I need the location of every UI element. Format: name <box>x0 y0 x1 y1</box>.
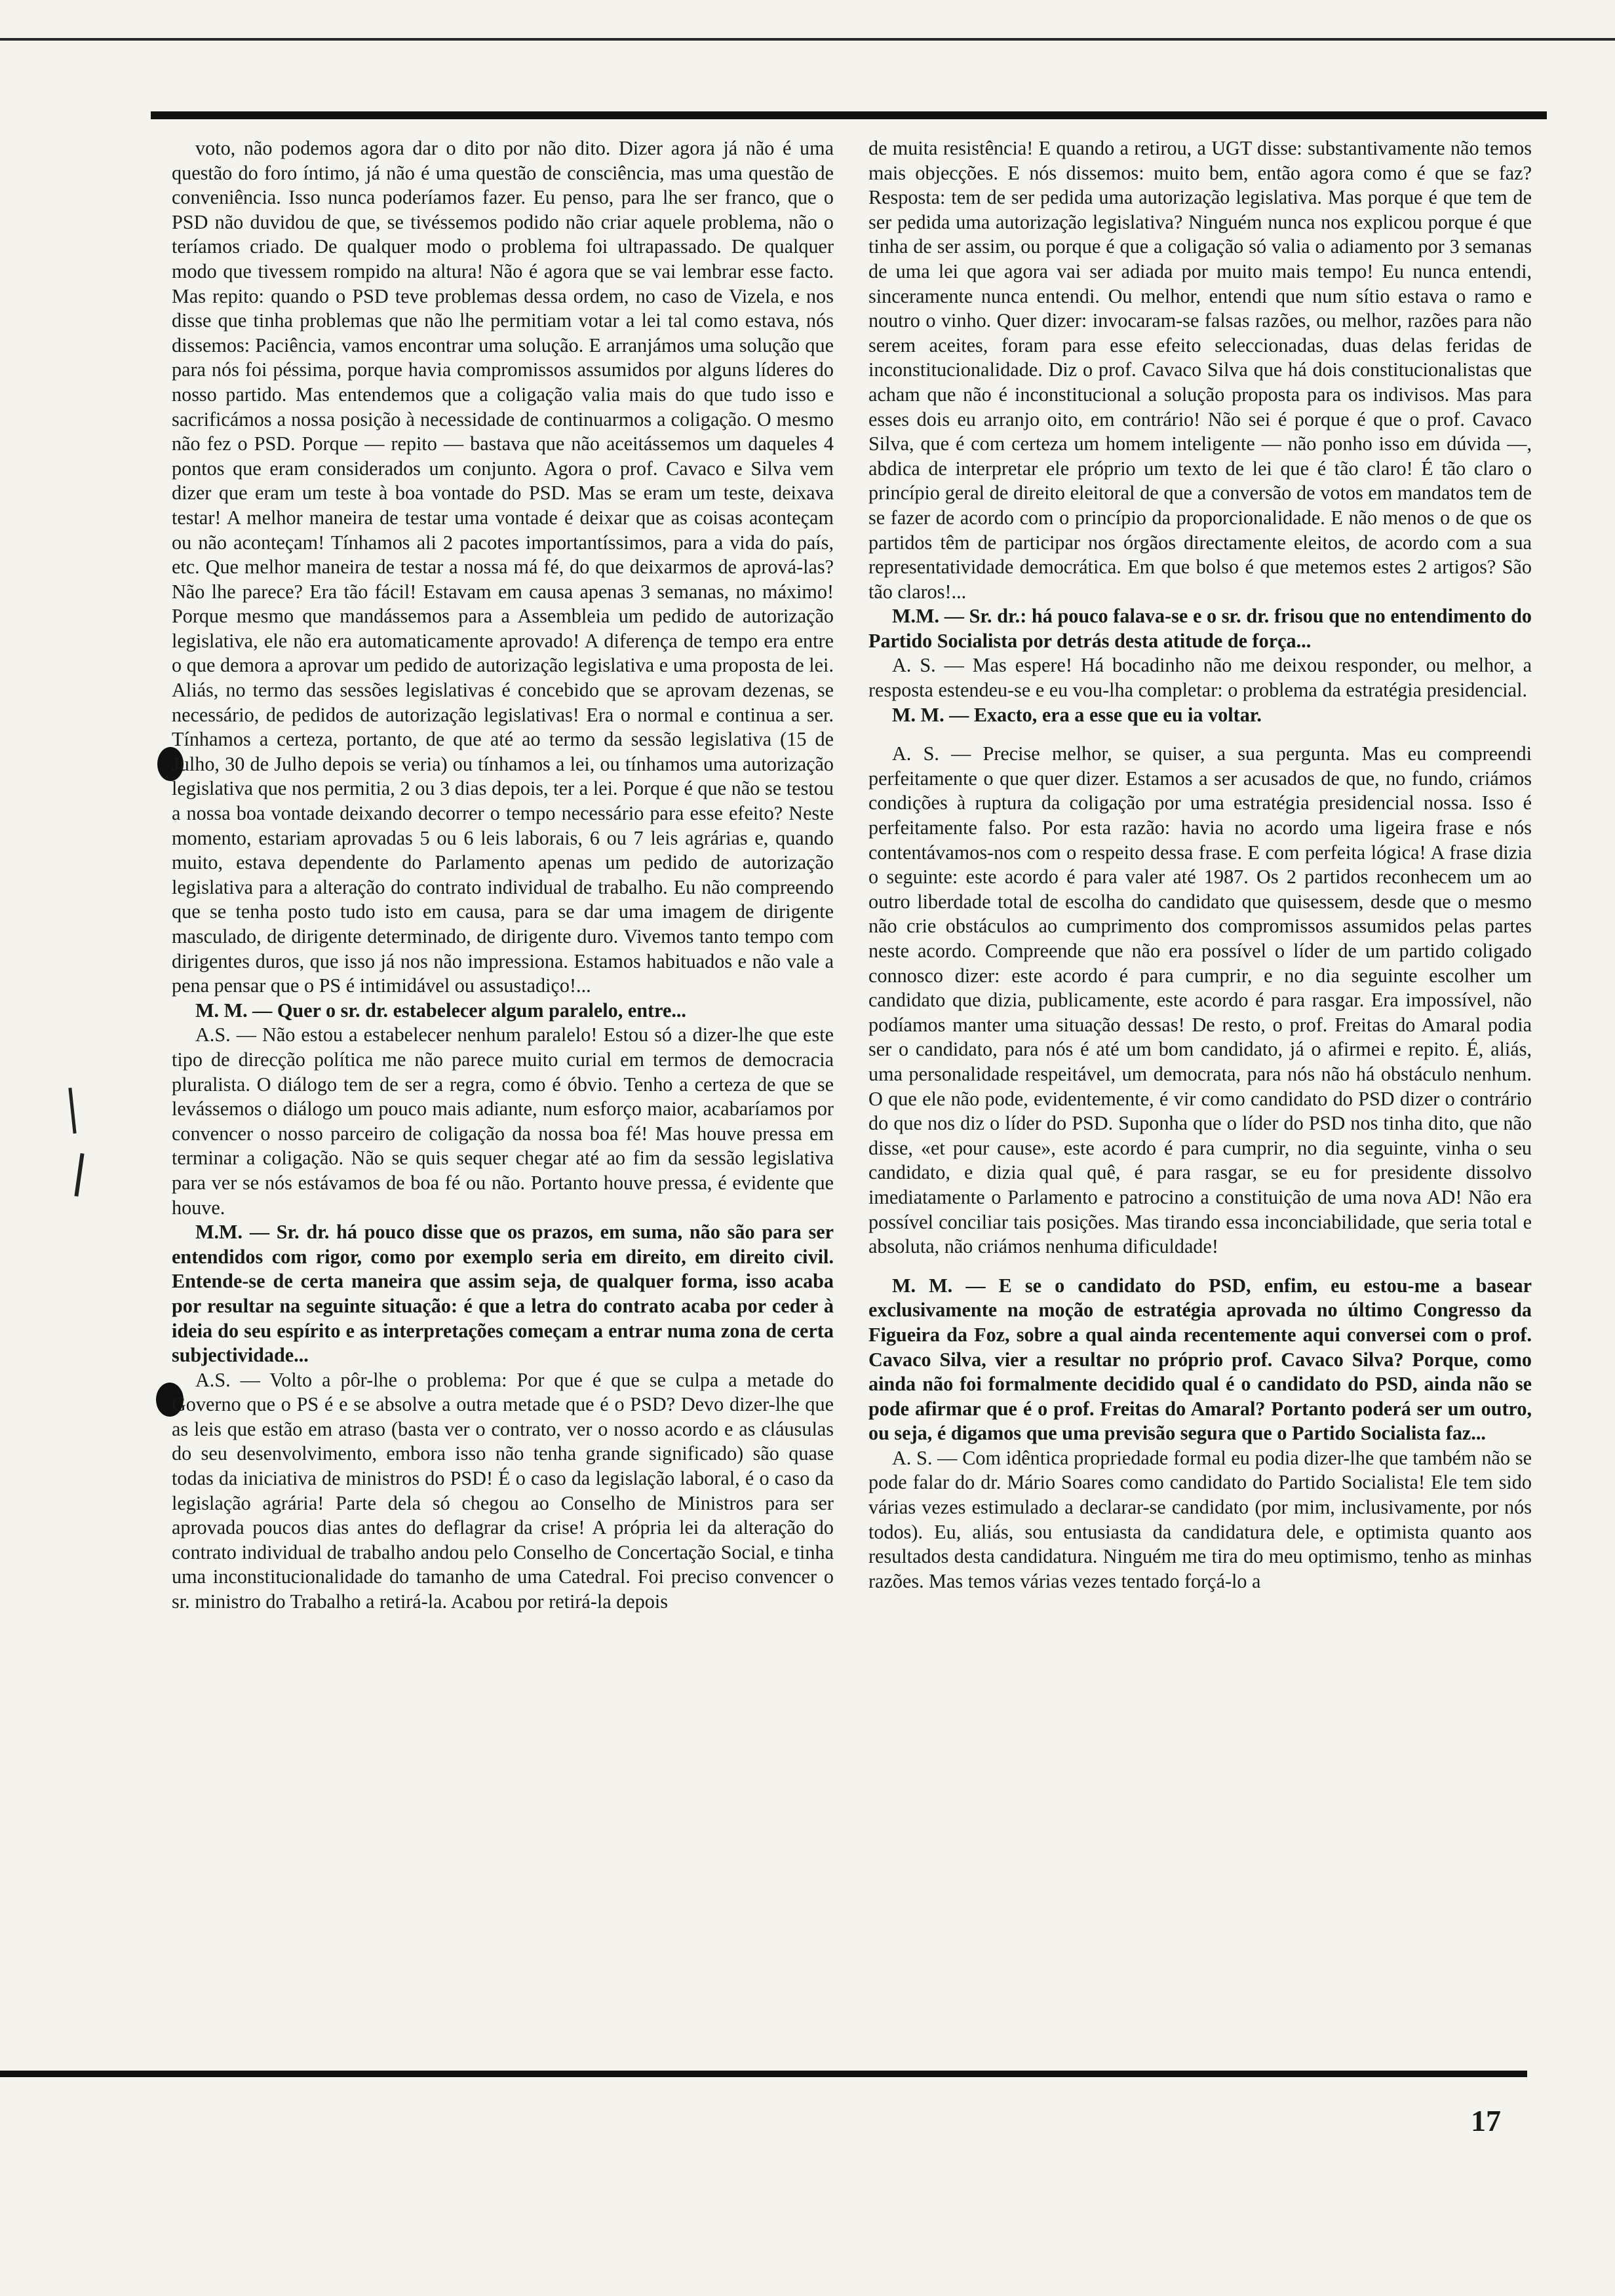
page-number: 17 <box>1471 2104 1501 2137</box>
paragraph: A. S. — Precise melhor, se quiser, a sua pergunta. Mas eu compreendi perfeitamente o que quer dizer. Estamos a ser acusados de que, no fundo, criámos condições à ruptura da coligação por uma estratégia presidencial nossa. Isso é perfeitamente falso. Por esta razão: havia no acordo uma ligeira frase e nós contentávamos-nos com o respeito dessa frase. E com perfeita lógica! A frase dizia o seguinte: este acordo é para valer até 1987. Os 2 partidos reconhecem um ao outro liberdade total de escolha do candidato que quisessem, desde que o mesmo não crie obstáculos ao cumprimento dos compromissos assumidos pelas partes neste acordo. Compreende que não era possível o líder de um partido coligado connosco dizer: este acordo é para cumprir, e no dia seguinte escolher um candidato que dizia, publicamente, este acordo é para rasgar. Era impossível, não podíamos manter uma situação dessas! De resto, o prof. Freitas do Amaral podia ser o candidato, para nós é até um bom candidato, já o afirmei e repito. É, aliás, uma personalidade respeitável, um democrata, para nós não há obstáculo nenhum. O que ele não pode, evidentemente, é vir como candidato do PSD dizer o contrário do que nos diz o líder do PSD. Suponha que o líder do PSD nos tinha dito, que não disse, «et pour cause», este acordo é para cumprir, no dia seguinte, vinha o seu candidato, e dizia qual quê, é para rasgar, se eu for presidente dissolvo imediatamente o Parlamento e patrocino a constituição de uma nova AD! Não era possível conciliar tais posições. Mas tirando essa inconciabilidade, que seria total e absoluta, não criámos nenhuma dificuldade! <box>868 742 1532 1258</box>
left-column <box>172 136 834 1615</box>
interviewer-question: M. M. — Exacto, era a esse que eu ia voltar. <box>892 703 1262 726</box>
interviewer-question: M. M. — Quer o sr. dr. estabelecer algum paralelo, entre... <box>195 999 686 1022</box>
paragraph: A. S. — Com idêntica propriedade formal eu podia dizer-lhe que também não se pode falar do dr. Mário Soares como candidato do Partido Socialista! Ele tem sido várias vezes estimulado a declarar-se candidato (por mim, inclusivamente, por nós todos). Eu, aliás, sou entusiasta da candidatura dele, e optimista quanto aos resultados desta candidatura. Ninguém me tira do meu optimismo, tenho as minhas razões. Mas temos várias vezes tentado forçá-lo a <box>868 1446 1532 1592</box>
interviewer-question: M.M. — Sr. dr.: há pouco falava-se e o sr. dr. frisou que no entendimento do Partido Socialista por detrás desta atitude de força... <box>868 605 1532 652</box>
interviewer-question: M.M. — Sr. dr. há pouco disse que os prazos, em suma, não são para ser entendidos com rigor, como por exemplo seria em direito, em direito civil. Entende-se de certa maneira que assim seja, de qualquer forma, isso acaba por resultar na seguinte situação: é que a letra do contrato acaba por ceder à ideia do seu espírito e as interpretações começam a entrar numa zona de certa subjectividade... <box>172 1221 834 1367</box>
paragraph: A.S. — Volto a pôr-lhe o problema: Por que é que se culpa a metade do Governo que o PS é e se absolve a outra metade que é o PSD? Devo dizer-lhe que as leis que estão em atraso (basta ver o contrato, ver o nosso acordo e as cláusulas do seu desenvolvimento, embora isso não tenha grande significado) são quase todas da iniciativa de ministros do PSD! É o caso da legislação laboral, é o caso da legislação agrária! Parte dela só chegou ao Conselho de Ministros para ser aprovada poucos dias antes do deflagrar da crise! A própria lei da alteração do contrato individual de trabalho andou pelo Conselho de Concertação Social, e tinha uma inconstitucionalidade do tamanho de uma Catedral. Foi preciso convencer o sr. ministro do Trabalho a retirá-la. Acabou por retirá-la depois <box>172 1368 834 1613</box>
bottom-rule <box>0 2071 1527 2077</box>
paragraph: de muita resistência! E quando a retirou, a UGT disse: substantivamente não temos mais objecções. E nós dissemos: muito bem, então agora como é que se faz? Resposta: tem de ser pedida uma autorização legislativa. Mas porque é que tem de ser pedida uma autorização legislativa? Ninguém nunca nos explicou porque é que tinha de ser assim, ou porque é que a coligação só valia o adiamento por 3 semanas de uma lei que agora vai ser adiada por muito mais tempo! Eu nunca entendi, sinceramente nunca entendi. Ou melhor, entendi que num sítio estava o ramo e noutro o vinho. Quer dizer: invocaram-se falsas razões, ou melhor, razões para não serem aceites, foram para esse efeito seleccionadas, duas delas feridas de inconstitucionalidade. Diz o prof. Cavaco Silva que há dois constitucionalistas que acham que não é inconstitucional a solução proposta para os indivisos. Mas para esses dois eu arranjo oito, em contrário! Não sei é porque é que o prof. Cavaco Silva, que é com certeza um homem inteligente — não ponho isso em dúvida —, abdica de interpretar ele próprio um texto de lei que é tão claro! É tão claro o princípio geral de direito eleitoral de que a conversão de votos em mandatos tem de se fazer de acordo com o princípio da proporcionalidade. E não menos o de que os partidos têm de participar nos órgãos directamente eleitos, de acordo com a sua representatividade democrática. Em que bolso é que metemos estes 2 artigos? São tão claros!... <box>868 137 1532 603</box>
right-column <box>868 136 1532 1594</box>
top-thin-rule <box>0 38 1615 41</box>
paragraph: A. S. — Mas espere! Há bocadinho não me deixou responder, ou melhor, a resposta estendeu-se e eu vou-lha completar: o problema da estratégia presidencial. <box>868 654 1532 702</box>
paragraph: voto, não podemos agora dar o dito por não dito. Dizer agora já não é uma questão do foro íntimo, já não é uma questão de consciência, mas uma questão de conveniência. Isso nunca poderíamos fazer. Eu penso, para lhe ser franco, que o PSD não duvidou de que, se tivéssemos podido não criar aquele problema, não o teríamos criado. De qualquer modo o problema foi ultrapassado. De qualquer modo que tivessem rompido na altura! Não é agora que se vai lembrar esse facto. Mas repito: quando o PSD teve problemas dessa ordem, no caso de Vizela, e nos disse que tinha problemas que não lhe permitiam votar a lei tal como estava, nós dissemos: Paciência, vamos encontrar uma solução. E arranjámos uma solução que para nós foi péssima, porque havia compromissos assumidos por alguns líderes do nosso partido. Mas entendemos que a coligação valia mais do que tudo isso e sacrificámos a nossa posição à necessidade de continuarmos a coligação. O mesmo não fez o PSD. Porque — repito — bastava que não aceitássemos um daqueles 4 pontos que eram considerados um conjunto. Agora o prof. Cavaco e Silva vem dizer que eram um teste à boa vontade do PSD. Mas se eram um teste, deixava testar! A melhor maneira de testar uma vontade é deixar que as coisas aconteçam ou não aconteçam! Tínhamos ali 2 pacotes importantíssimos, para a vida do país, etc. Que melhor maneira de testar a nossa má fé, do que deixarmos de aprová-las? Não lhe parece? Era tão fácil! Estavam em causa apenas 3 semanas, no máximo! Porque mesmo que mandássemos para a Assembleia um pedido de autorização legislativa, ele não era automaticamente aprovado! A diferença de tempo era entre o que demora a aprovar um pedido de autorização legislativa e uma proposta de lei. Aliás, no termo das sessões legislativas é concebido que se aprovam dezenas, se necessário, de pedidos de autorização legislativas! Era o normal e continua a ser. Tínhamos a certeza, portanto, de que até ao termo da sessão legislativa (15 de Julho, 30 de Julho depois se veria) ou tínhamos a lei, ou tínhamos uma autorização legislativa que nos permitia, 2 ou 3 dias depois, ter a lei. Porque é que não se testou a nossa boa vontade deixando decorrer o tempo necessário para esse efeito? Neste momento, estariam aprovadas 5 ou 6 leis laborais, 6 ou 7 leis agrárias e, quando muito, estava dependente do Parlamento apenas um pedido de autorização legislativa para a alteração do contrato individual de trabalho. Eu não compreendo que se tenha posto tudo isto em causa, para se dar uma imagem de dirigente masculado, de dirigente determinado, de dirigente duro. Vivemos tanto tempo com dirigentes duros, que isso já nos não impressiona. Estamos habituados e não vale a pena pensar que o PS é intimidável ou assustadiço!... <box>172 137 834 997</box>
margin-mark <box>74 1153 84 1196</box>
interviewer-question: M. M. — E se o candidato do PSD, enfim, eu estou-me a basear exclusivamente na moção de estratégia aprovada no último Congresso da Figueira da Foz, sobre a qual ainda recentemente aqui conversei com o prof. Cavaco Silva, vier a resultar no próprio prof. Cavaco Silva? Porque, como ainda não foi formalmente decidido qual é o candidato do PSD, ainda não se pode afirmar que é o prof. Freitas do Amaral? Portanto poderá ser um outro, ou seja, é digamos que uma previsão segura que o Partido Socialista faz... <box>868 1274 1532 1445</box>
paragraph: A.S. — Não estou a estabelecer nenhum paralelo! Estou só a dizer-lhe que este tipo de direcção política me não parece muito curial em termos de democracia pluralista. O diálogo tem de ser a regra, como é óbvio. Tenho a certeza de que se levássemos o diálogo um pouco mais adiante, num esforço maior, acabaríamos por convencer o nosso parceiro de coligação da nossa boa fé! Mas houve pressa em terminar a coligação. Não se quis sequer chegar até ao fim da sessão legislativa para ver se nós estávamos de boa fé ou não. Portanto houve pressa, é evidente que houve. <box>172 1024 834 1219</box>
top-thick-rule <box>151 111 1547 119</box>
margin-mark <box>68 1088 76 1134</box>
